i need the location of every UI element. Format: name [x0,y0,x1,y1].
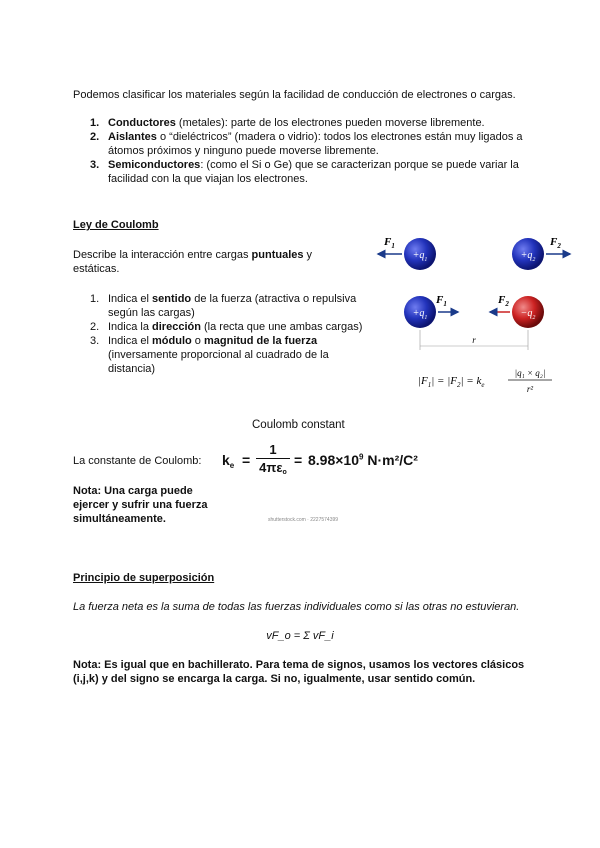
constant-value: 8.98×10 [308,452,359,468]
list-item [90,292,363,320]
term-aislantes: Aislantes [108,131,157,143]
coulomb-description [73,248,328,276]
constant-title: Coulomb constant [252,419,345,431]
formula-numerator: |q₁ × q₂| [514,368,546,378]
list-text: de la fuerza (atractiva o repulsiva según las cargas) [108,293,357,319]
list-number: 1. [90,117,100,129]
superposition-formula: vF_o = Σ vF_i [266,630,334,642]
list-number: 2. [90,321,100,333]
superposition-note: Nota: Es igual que en bachillerato. Para tema de signos, usamos los vectores clásicos (i,j,k) y del signo se encarga la carga. Si no, igualmente, usar sentido común. [73,659,525,685]
coulomb-note: Nota: Una carga puede ejercer y sufrir una fuerza simultáneamente. [73,485,208,525]
list-bold: módulo [152,335,192,347]
desc-text: y estáticas. [73,249,313,275]
list-text: (inversamente proporcional al cuadrado de la distancia) [108,349,329,375]
list-text: Indica el [108,293,153,305]
f1-label-top: $F_1$ [384,236,395,250]
list-number: 1. [90,293,100,305]
list-item [90,116,526,130]
term-conductores: Conductores [108,117,176,129]
coulomb-formula [418,368,552,394]
list-text: Indica la [108,321,153,333]
constant-label: La constante de Coulomb: [73,455,202,467]
list-item [90,130,526,158]
f2-label-bottom: $F_2$ [498,294,509,308]
coulomb-diagram [374,230,580,400]
desc-bold: puntuales [251,249,304,261]
list-item [90,334,363,376]
materials-list [90,116,526,186]
list-text: (metales): parte de los electrones pueden moverse libremente. [175,117,485,129]
q1-label-top: $+q_1$ [412,250,428,263]
list-bold: magnitud de la fuerza [203,335,318,347]
q1-label-bottom: $+q_1$ [412,308,428,321]
q2-label-top: $+q_2$ [520,250,536,263]
list-bold: sentido [152,293,192,305]
image-credit: shutterstock.com · 2227574399 [268,517,339,523]
list-text: o [191,335,204,347]
superposition-statement: La fuerza neta es la suma de todas las fuerzas individuales como si las otras no estuvieran. [73,601,520,613]
coulomb-heading: Ley de Coulomb [73,219,159,231]
constant-units: N·m²/C² [363,452,418,468]
intro-paragraph: Podemos clasificar los materiales según la facilidad de conducción de electrones o cargas. [73,89,516,101]
list-text: Indica el [108,335,153,347]
formula-denominator: r² [526,384,534,394]
list-number: 3. [90,335,100,347]
list-number: 2. [90,131,100,143]
q2-label-bottom: $-q_2$ [520,308,536,321]
list-item [90,320,363,334]
list-item [90,158,526,186]
distance-label: r [472,335,476,345]
list-text: : (como el Si o Ge) que se caracterizan porque se puede variar la facilidad con la que viajan los electrones. [108,159,519,185]
list-bold: dirección [152,321,201,333]
list-number: 3. [90,159,100,171]
term-semiconductores: Semiconductores [108,159,201,171]
f1-label-bottom: $F_1$ [436,294,447,308]
list-text: (la recta que une ambas cargas) [200,321,363,333]
constant-exponent: 9 [359,452,364,462]
f2-label-top: $F_2$ [550,236,561,250]
desc-text: Describe la interacción entre cargas [73,249,252,261]
list-text: o “dieléctricos” (madera o vidrio): todos los electrones están muy ligados a átomos próximos y ninguno puede moverse libremente. [108,131,523,157]
coulomb-list [90,292,363,376]
superposition-heading: Principio de superposición [73,572,215,584]
formula-f1: $|F_1| = |F_2| = k_e$ [418,375,485,389]
